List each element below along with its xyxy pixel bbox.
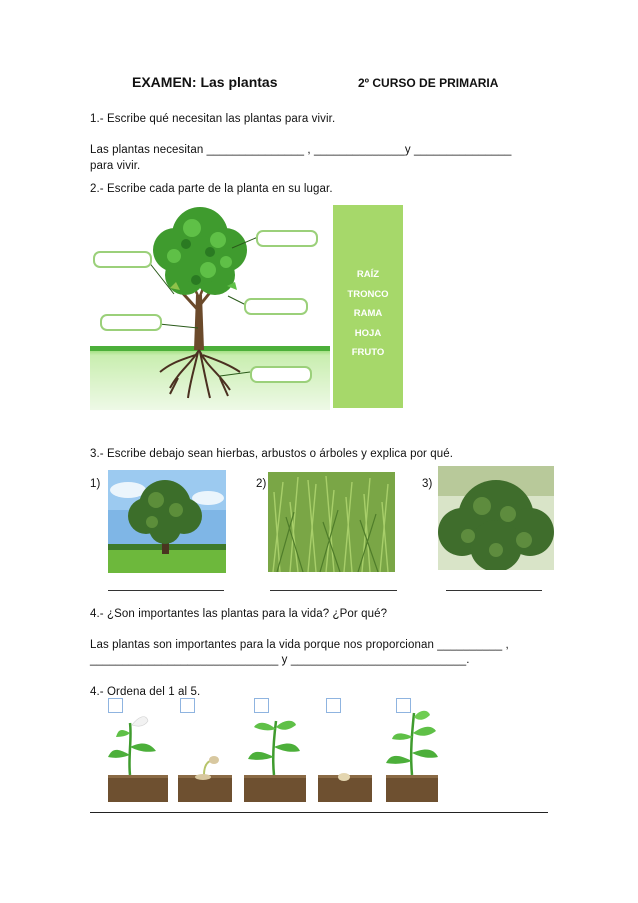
order-checkbox-3[interactable] — [254, 698, 269, 713]
order-checkbox-2[interactable] — [180, 698, 195, 713]
bush-photo — [438, 466, 554, 570]
photo-label-3: 3) — [422, 478, 433, 490]
label-box-right-middle[interactable] — [244, 298, 308, 315]
bottom-divider — [90, 812, 548, 813]
growth-sequence — [108, 697, 438, 802]
part-raiz[interactable]: RAÍZ — [356, 269, 380, 280]
label-box-roots[interactable] — [250, 366, 312, 383]
question-5: 4.- Ordena del 1 al 5. — [90, 686, 201, 698]
order-checkbox-4[interactable] — [326, 698, 341, 713]
label-box-left-top[interactable] — [93, 251, 152, 268]
grass-photo — [268, 472, 395, 572]
part-tronco[interactable]: TRONCO — [347, 289, 389, 300]
question-1-answer-line-1[interactable]: Las plantas necesitan _______________ , ______________y _______________ — [90, 144, 512, 156]
photo-label-1: 1) — [90, 478, 101, 490]
order-checkbox-5[interactable] — [396, 698, 411, 713]
question-4-answer-line-2[interactable]: _____________________________ y ___________________________. — [90, 654, 470, 666]
answer-line-2[interactable] — [270, 590, 397, 591]
page-title: EXAMEN: Las plantas — [132, 74, 278, 90]
label-box-left-bottom[interactable] — [100, 314, 162, 331]
question-4-answer-line-1[interactable]: Las plantas son importantes para la vida porque nos proporcionan __________ , — [90, 639, 509, 651]
order-checkbox-1[interactable] — [108, 698, 123, 713]
tree-photo — [108, 470, 226, 573]
question-1: 1.- Escribe qué necesitan las plantas para vivir. — [90, 113, 336, 125]
part-rama[interactable]: RAMA — [353, 308, 383, 319]
part-hoja[interactable]: HOJA — [354, 328, 382, 339]
label-box-right-top[interactable] — [256, 230, 318, 247]
question-1-answer-line-2: para vivir. — [90, 160, 141, 172]
grade-label: 2º CURSO DE PRIMARIA — [358, 76, 499, 90]
answer-line-1[interactable] — [108, 590, 224, 591]
tree-diagram — [90, 200, 330, 410]
question-3: 3.- Escribe debajo sean hierbas, arbustos o árboles y explica por qué. — [90, 448, 454, 460]
part-fruto[interactable]: FRUTO — [351, 347, 385, 358]
question-2: 2.- Escribe cada parte de la planta en su lugar. — [90, 183, 333, 195]
question-4: 4.- ¿Son importantes las plantas para la vida? ¿Por qué? — [90, 608, 388, 620]
plant-parts-panel — [333, 205, 403, 408]
answer-line-3[interactable] — [446, 590, 542, 591]
photo-label-2: 2) — [256, 478, 267, 490]
